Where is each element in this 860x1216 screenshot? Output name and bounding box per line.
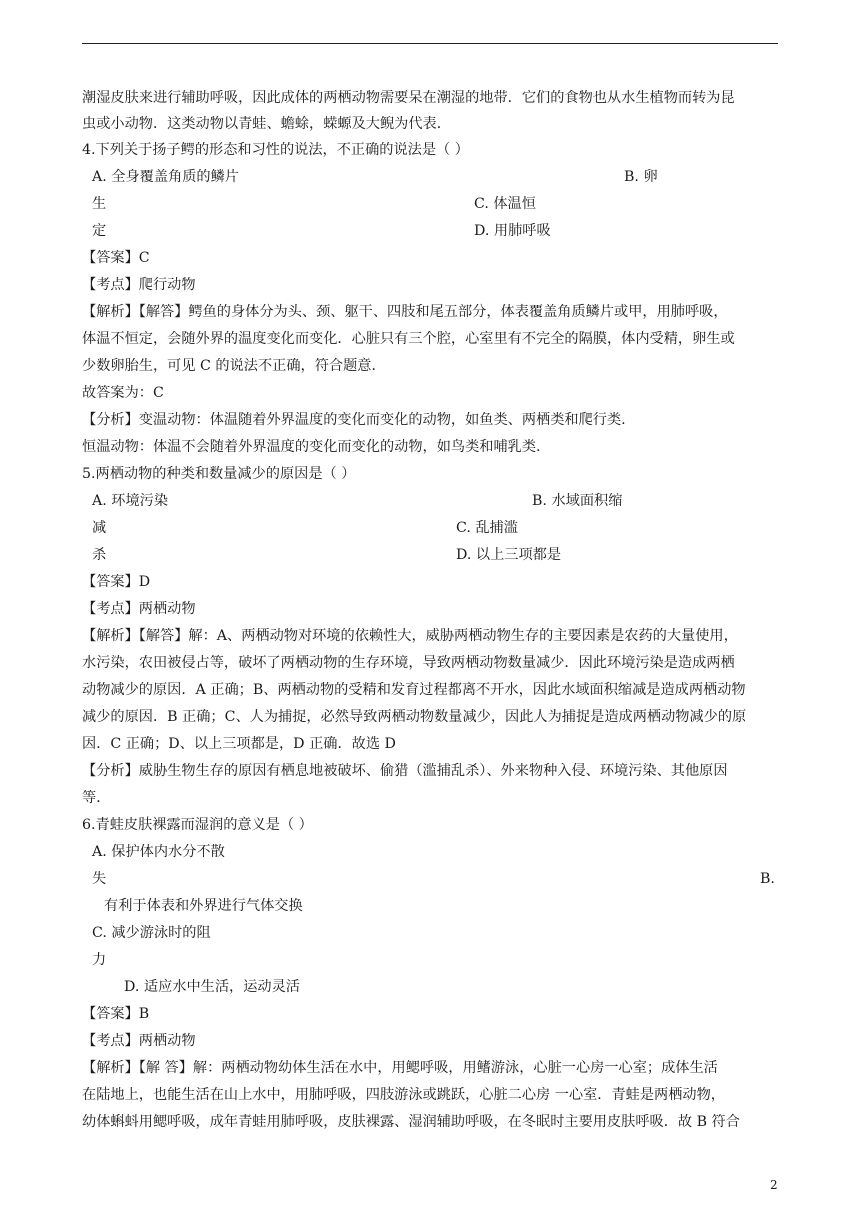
option-c: C. 体温恒 (474, 196, 536, 212)
option-d: D. 适应水中生活，运动灵活 (124, 979, 300, 995)
option-a: A. 保护体内水分不散 (92, 844, 225, 860)
option-d: D. 以上三项都是 (456, 547, 562, 563)
answer-label: 【答案】B (82, 1006, 150, 1022)
option-a: A. 环境污染 (92, 493, 169, 509)
page-number: 2 (770, 1178, 778, 1192)
question-5-stem: 5.两栖动物的种类和数量减少的原因是（ ） (82, 466, 356, 482)
analysis-note: 恒温动物：体温不会随着外界温度的变化而变化的动物，如鸟类和哺乳类. (82, 439, 541, 455)
answer-label: 【答案】C (82, 250, 150, 266)
option-b: B. 卵 (624, 169, 658, 185)
topic-label: 【考点】爬行动物 (82, 277, 196, 293)
analysis-text: 【解析】【解答】鳄鱼的身体分为头、颈、躯干、四肢和尾五部分，体表覆盖角质鳞片或甲，用肺呼吸， (82, 304, 728, 320)
text-line: 虫或小动物．这类动物以青蛙、蟾蜍，蝾螈及大鲵为代表． (82, 116, 451, 132)
header-rule (82, 43, 778, 44)
option-b-label: B. (760, 871, 775, 887)
analysis-text: 【解析】【解答】解：A、两栖动物对环境的依赖性大，威胁两栖动物生存的主要因素是农药的大量使用， (82, 628, 738, 644)
question-4-stem: 4.下列关于扬子鳄的形态和习性的说法，不正确的说法是（ ） (82, 142, 469, 158)
analysis-text: 水污染，农田被侵占等，破坏了两栖动物的生存环境，导致两栖动物数量减少．因此环境污染是造成两栖 (82, 655, 735, 671)
option-b-wrap: 减 (92, 520, 107, 536)
analysis-text: 少数卵胎生，可见 C 的说法不正确，符合题意． (82, 358, 386, 374)
analysis-text: 【解析】【解 答】解：两栖动物幼体生活在水中，用鳃呼吸，用鳍游泳，心脏一心房一心室；成体生活 (82, 1060, 718, 1076)
option-b: 有利于体表和外界进行气体交换 (104, 898, 303, 914)
analysis-text: 因．C 正确；D、以上三项都是，D 正确．故选 D (82, 736, 396, 752)
option-b-wrap: 生 (92, 196, 107, 212)
analysis-note: 【分析】变温动物：体温随着外界温度的变化而变化的动物，如鱼类、两栖类和爬行类. (82, 412, 626, 428)
answer-label: 【答案】D (82, 574, 151, 590)
analysis-text: 体温不恒定，会随外界的温度变化而变化．心脏只有三个腔，心室里有不完全的隔膜，体内受精，卵生或 (82, 331, 735, 347)
analysis-text: 在陆地上，也能生活在山上水中，用肺呼吸，四肢游泳或跳跃，心脏二心房 一心室．青蛙是两栖动物， (82, 1087, 725, 1103)
option-a: A. 全身覆盖角质的鳞片 (92, 169, 239, 185)
option-c: C. 减少游泳时的阻 (92, 925, 211, 941)
topic-label: 【考点】两栖动物 (82, 601, 196, 617)
text-line: 潮湿皮肤来进行辅助呼吸，因此成体的两栖动物需要呆在潮湿的地带．它们的食物也从水生植物而转为昆 (82, 90, 735, 106)
topic-label: 【考点】两栖动物 (82, 1033, 196, 1049)
final-answer: 故答案为：C (82, 385, 164, 401)
analysis-note: 【分析】威胁生物生存的原因有栖息地被破坏、偷猎（滥捕乱杀）、外来物种入侵、环境污染、其他原因 (82, 763, 728, 779)
analysis-note: 等． (82, 790, 111, 806)
option-c: C. 乱捕滥 (456, 520, 518, 536)
option-c-wrap: 定 (92, 223, 107, 239)
option-d: D. 用肺呼吸 (474, 223, 551, 239)
option-b: B. 水域面积缩 (532, 493, 623, 509)
analysis-text: 幼体蝌蚪用鳃呼吸，成年青蛙用肺呼吸，皮肤裸露、湿润辅助呼吸，在冬眠时主要用皮肤呼吸．故 B 符合 (82, 1114, 740, 1130)
analysis-text: 减少的原因．B 正确；C、人为捕捉，必然导致两栖动物数量减少，因此人为捕捉是造成两栖动物减少的原 (82, 709, 747, 725)
option-c-wrap: 杀 (92, 547, 107, 563)
analysis-text: 动物减少的原因．A 正确；B、两栖动物的受精和发育过程都离不开水，因此水域面积缩减是造成两栖动物 (82, 682, 746, 698)
option-a-wrap: 失 (92, 871, 107, 887)
question-6-stem: 6.青蛙皮肤裸露而湿润的意义是（ ） (82, 817, 313, 833)
option-c-wrap: 力 (92, 952, 107, 968)
